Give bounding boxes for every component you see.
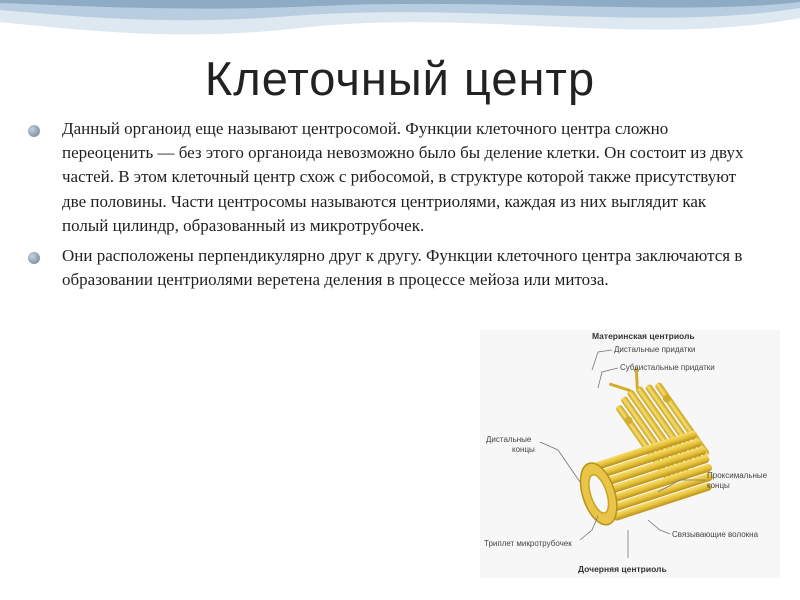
label-distal-ends-1: Дистальные — [486, 435, 532, 444]
bullet-text: Данный органоид еще называют центросомой. Функции клеточного центра сложно переоценить — без этого органоида невозможно было бы деление клетки. Он состоит из двух частей. В этом клеточный центр схож с рибосомой, в структуре которой также присутствуют две половины. Части центросомы называются центриолями, каждая из них выглядит как полый цилиндр, образованный из микротрубочек. — [62, 119, 744, 235]
bullet-list — [24, 117, 744, 298]
centrosome-illustration — [480, 330, 780, 578]
label-subdistal-appendages: Субдистальные придатки — [620, 363, 715, 372]
label-distal-ends-2: концы — [512, 445, 535, 454]
slide-title: Клеточный центр — [204, 52, 596, 105]
bullet-dot-icon — [28, 125, 40, 137]
bullet-item — [24, 244, 744, 292]
label-connecting-fibers: Связывающие волокна — [672, 530, 759, 539]
bullet-dot-icon — [28, 252, 40, 264]
bullet-text: Они расположены перпендикулярно друг к другу. Функции клеточного центра заключаются в образовании центриолями веретена деления в процессе мейоза или митоза. — [62, 246, 743, 290]
label-mother-centriole: Материнская центриоль — [592, 331, 695, 341]
label-daughter-centriole: Дочерняя центриоль — [578, 564, 667, 574]
label-microtubule-triplet: Триплет микротрубочек — [484, 539, 572, 548]
label-distal-appendages: Дистальные придатки — [614, 345, 696, 354]
label-proximal-ends-1: Проксимальные — [707, 471, 768, 480]
label-proximal-ends-2: концы — [707, 481, 730, 490]
centrosome-diagram — [480, 330, 780, 578]
bullet-item — [24, 117, 744, 238]
